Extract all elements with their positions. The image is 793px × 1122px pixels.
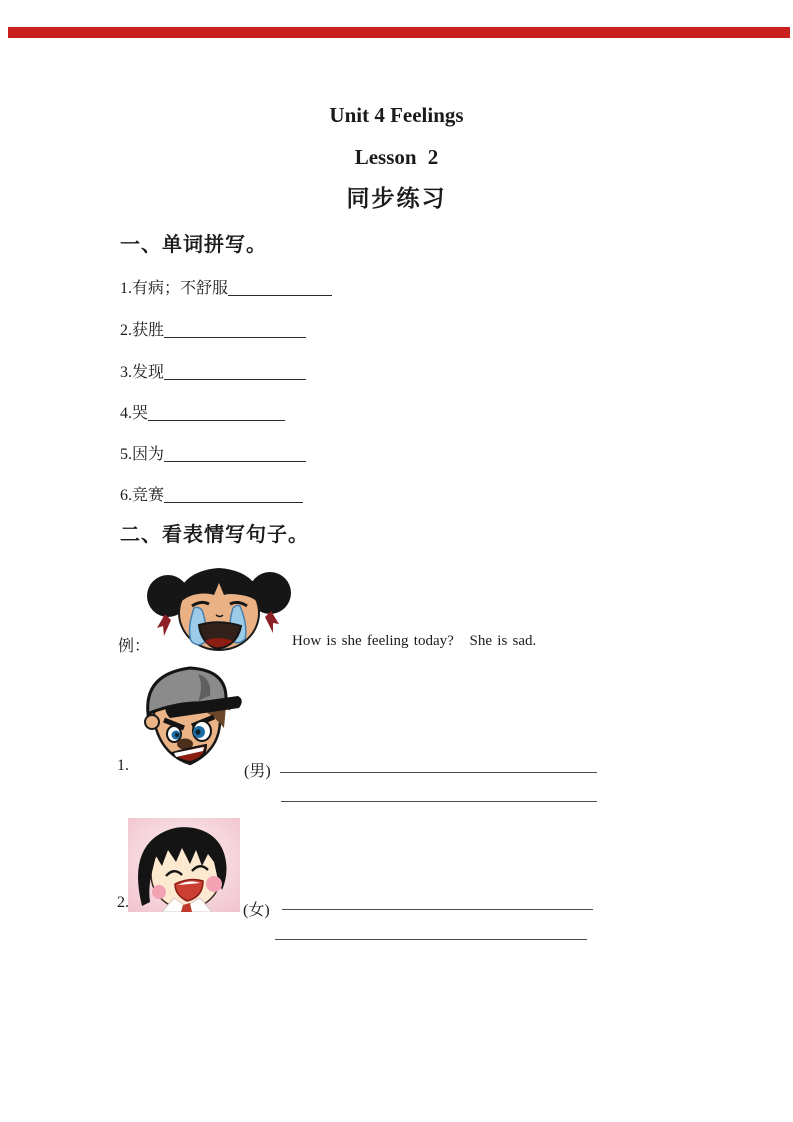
angry-boy-drawing: [140, 662, 245, 768]
item-1-number: 1.: [117, 757, 129, 774]
answer-blank: [164, 365, 306, 380]
spelling-item-text: 5.因为: [120, 446, 165, 463]
item-2-gender-label: (女): [243, 902, 270, 919]
section-one-heading: 一、单词拼写。: [120, 234, 267, 256]
unit-title: Unit 4 Feelings: [329, 103, 464, 127]
answer-line: [280, 772, 597, 773]
spelling-item-3: [120, 359, 306, 382]
answer-line: [281, 801, 597, 802]
crying-girl-drawing: [145, 557, 293, 652]
spelling-item-5: [120, 441, 306, 464]
answer-blank: [164, 488, 303, 503]
example-sentence: How is she feeling today? She is sad.: [292, 633, 537, 649]
red-divider-bar: [8, 27, 790, 38]
item-2-number: 2.: [117, 894, 129, 911]
answer-blank: [148, 406, 285, 421]
spelling-item-4: [120, 400, 285, 423]
spelling-item-text: 6.竞赛: [120, 487, 165, 504]
happy-girl-image: [128, 818, 240, 912]
spelling-item-6: [120, 482, 303, 505]
spelling-item-text: 2.获胜: [120, 322, 165, 339]
answer-blank: [164, 447, 306, 462]
spelling-item-1: [120, 275, 332, 298]
answer-line: [275, 939, 587, 940]
answer-blank: [228, 281, 332, 296]
crying-girl-image: [145, 557, 293, 652]
spelling-item-text: 1.有病；不舒服: [120, 280, 229, 297]
angry-boy-image: [140, 662, 245, 768]
happy-girl-drawing: [128, 818, 240, 912]
lesson-title: Lesson 2: [354, 145, 439, 169]
section-two-heading: 二、看表情写句子。: [120, 524, 309, 546]
spelling-item-text: 3.发现: [120, 364, 165, 381]
answer-blank: [164, 323, 306, 338]
answer-line: [282, 909, 593, 910]
worksheet-subtitle: 同步练习: [346, 185, 447, 211]
spelling-item-text: 4.哭: [120, 405, 149, 422]
item-1-gender-label: (男): [244, 763, 271, 780]
example-label: 例：: [118, 638, 151, 655]
spelling-item-2: [120, 317, 306, 340]
